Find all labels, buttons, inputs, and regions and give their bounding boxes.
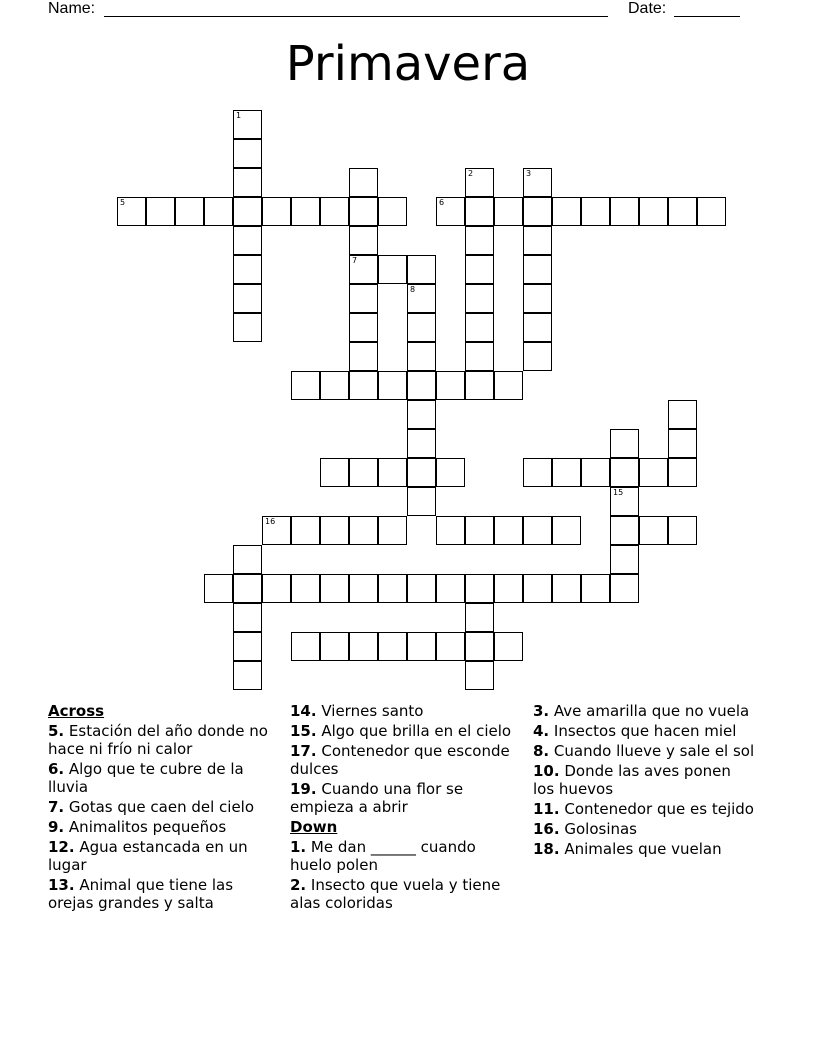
crossword-cell[interactable] [378, 458, 407, 487]
crossword-cell[interactable] [146, 197, 175, 226]
crossword-cell[interactable] [349, 226, 378, 255]
clue-across-7: 7. Gotas que caen del cielo [48, 798, 255, 816]
crossword-cell[interactable] [378, 574, 407, 603]
crossword-cell[interactable] [465, 226, 494, 255]
clue-down-3: 3. Ave amarilla que no vuela [533, 702, 750, 720]
crossword-cell[interactable] [378, 371, 407, 400]
crossword-cell[interactable] [436, 574, 465, 603]
clue-down-8: 8. Cuando llueve y sale el sol [533, 742, 755, 760]
crossword-cell[interactable] [494, 197, 523, 226]
crossword-cell[interactable] [523, 284, 552, 313]
crossword-cell[interactable] [233, 284, 262, 313]
crossword-cell[interactable] [523, 458, 552, 487]
crossword-cell[interactable] [407, 313, 436, 342]
crossword-cell[interactable] [233, 574, 262, 603]
crossword-cell[interactable] [436, 458, 465, 487]
crossword-cell[interactable] [436, 197, 465, 226]
crossword-cell[interactable] [407, 400, 436, 429]
crossword-cell[interactable] [291, 197, 320, 226]
crossword-cell[interactable] [668, 458, 697, 487]
crossword-cell[interactable] [407, 458, 436, 487]
crossword-cell[interactable] [639, 458, 668, 487]
crossword-cell[interactable] [262, 516, 291, 545]
crossword-cell[interactable] [465, 342, 494, 371]
clue-down-11: 11. Contenedor que es tejido [533, 800, 754, 818]
clue-number: 3 [526, 169, 532, 178]
clue-number: 5 [120, 198, 126, 207]
clues-column-2 [290, 700, 512, 912]
crossword-cell[interactable] [349, 284, 378, 313]
crossword-cell[interactable] [175, 197, 204, 226]
crossword-cell[interactable] [349, 458, 378, 487]
crossword-cell[interactable] [320, 632, 349, 661]
crossword-cell[interactable] [465, 197, 494, 226]
crossword-cell[interactable] [465, 284, 494, 313]
crossword-cell[interactable] [581, 574, 610, 603]
crossword-cell[interactable] [610, 197, 639, 226]
clue-down-16: 16. Golosinas [533, 820, 638, 838]
clue-down-10: 10. Donde las aves ponen los huevos [533, 762, 731, 798]
crossword-cell[interactable] [349, 168, 378, 197]
across-heading: Across [48, 702, 105, 720]
clue-across-15: 15. Algo que brilla en el cielo [290, 722, 512, 740]
crossword-cell[interactable] [552, 574, 581, 603]
crossword-cell[interactable] [523, 255, 552, 284]
crossword-cell[interactable] [581, 458, 610, 487]
down-heading: Down [290, 818, 338, 836]
crossword-cell[interactable] [465, 255, 494, 284]
crossword-cell[interactable] [523, 313, 552, 342]
crossword-cell[interactable] [349, 371, 378, 400]
clue-down-1: 1. Me dan ______ cuando huelo polen [290, 838, 476, 874]
crossword-cell[interactable] [610, 429, 639, 458]
page-title: Primavera [285, 36, 531, 92]
crossword-cell[interactable] [494, 516, 523, 545]
crossword-cell[interactable] [262, 574, 291, 603]
crossword-cell[interactable] [610, 458, 639, 487]
crossword-cell[interactable] [349, 574, 378, 603]
crossword-cell[interactable] [523, 516, 552, 545]
crossword-cell[interactable] [117, 197, 146, 226]
crossword-cell[interactable] [233, 661, 262, 690]
crossword-cell[interactable] [378, 516, 407, 545]
crossword-cell[interactable] [233, 603, 262, 632]
crossword-cell[interactable] [233, 197, 262, 226]
clue-down-4: 4. Insectos que hacen miel [533, 722, 737, 740]
crossword-cell[interactable] [291, 516, 320, 545]
clue-across-5: 5. Estación del año donde no hace ni frío ni calor [48, 722, 268, 758]
crossword-cell[interactable] [320, 458, 349, 487]
crossword-cell[interactable] [233, 313, 262, 342]
crossword-cell[interactable] [436, 632, 465, 661]
crossword-cell[interactable] [378, 255, 407, 284]
crossword-cell[interactable] [407, 632, 436, 661]
crossword-cell[interactable] [668, 197, 697, 226]
clue-number: 2 [468, 169, 474, 178]
crossword-cell[interactable] [204, 197, 233, 226]
clue-number: 7 [352, 256, 358, 265]
clue-down-18: 18. Animales que vuelan [533, 840, 722, 858]
crossword-cell[interactable] [407, 284, 436, 313]
clue-across-14: 14. Viernes santo [290, 702, 424, 720]
clue-number: 1 [236, 111, 242, 120]
crossword-cell[interactable] [320, 197, 349, 226]
crossword-cell[interactable] [523, 226, 552, 255]
crossword-cell[interactable] [581, 197, 610, 226]
clues-column-1 [48, 700, 270, 912]
crossword-cell[interactable] [523, 197, 552, 226]
crossword-cell[interactable] [639, 197, 668, 226]
crossword-cell[interactable] [465, 371, 494, 400]
crossword-cell[interactable] [639, 516, 668, 545]
crossword-cell[interactable] [233, 545, 262, 574]
crossword-cell[interactable] [233, 226, 262, 255]
clue-number: 15 [613, 488, 624, 497]
crossword-cell[interactable] [465, 574, 494, 603]
crossword-cell[interactable] [320, 516, 349, 545]
crossword-cell[interactable] [291, 632, 320, 661]
clue-across-9: 9. Animalitos pequeños [48, 818, 227, 836]
crossword-cell[interactable] [552, 197, 581, 226]
date-label: Date: [628, 0, 667, 17]
crossword-cell[interactable] [465, 313, 494, 342]
crossword-cell[interactable] [407, 429, 436, 458]
crossword-cell[interactable] [407, 255, 436, 284]
crossword-cell[interactable] [523, 342, 552, 371]
crossword-cell[interactable] [233, 139, 262, 168]
crossword-cell[interactable] [233, 110, 262, 139]
crossword-cell[interactable] [552, 516, 581, 545]
crossword-cell[interactable] [233, 632, 262, 661]
crossword-cell[interactable] [523, 574, 552, 603]
clue-number: 6 [439, 198, 445, 207]
crossword-cell[interactable] [291, 371, 320, 400]
crossword-cell[interactable] [349, 632, 378, 661]
clue-number: 8 [410, 285, 416, 294]
crossword-cell[interactable] [465, 661, 494, 690]
crossword-cell[interactable] [668, 516, 697, 545]
crossword-cell[interactable] [320, 574, 349, 603]
crossword-cell[interactable] [610, 545, 639, 574]
crossword-cell[interactable] [349, 197, 378, 226]
clue-down-2: 2. Insecto que vuela y tiene alas coloridas [290, 876, 501, 912]
crossword-cell[interactable] [494, 574, 523, 603]
clue-across-6: 6. Algo que te cubre de la lluvia [48, 760, 244, 796]
crossword-cell[interactable] [610, 516, 639, 545]
crossword-cell[interactable] [465, 603, 494, 632]
crossword-cell[interactable] [465, 632, 494, 661]
crossword-cell[interactable] [349, 342, 378, 371]
crossword-cell[interactable] [552, 458, 581, 487]
crossword-cell[interactable] [407, 371, 436, 400]
crossword-cell[interactable] [436, 516, 465, 545]
crossword-cell[interactable] [349, 313, 378, 342]
crossword-cell[interactable] [349, 255, 378, 284]
name-label: Name: [48, 0, 96, 17]
clue-across-19: 19. Cuando una flor se empieza a abrir [290, 780, 464, 816]
crossword-cell[interactable] [465, 516, 494, 545]
clue-number: 16 [265, 517, 276, 526]
crossword-cell[interactable] [465, 168, 494, 197]
clue-across-12: 12. Agua estancada en un lugar [48, 838, 248, 874]
crossword-cell[interactable] [610, 574, 639, 603]
crossword-cell[interactable] [204, 574, 233, 603]
crossword-cell[interactable] [668, 400, 697, 429]
clues-column-3 [533, 700, 755, 858]
clue-across-17: 17. Contenedor que esconde dulces [290, 742, 510, 778]
crossword-cell[interactable] [378, 632, 407, 661]
crossword-cell[interactable] [349, 516, 378, 545]
crossword-cell[interactable] [668, 429, 697, 458]
crossword-cell[interactable] [262, 197, 291, 226]
crossword-cell[interactable] [697, 197, 726, 226]
crossword-cell[interactable] [233, 168, 262, 197]
crossword-cell[interactable] [494, 371, 523, 400]
crossword-cell[interactable] [494, 632, 523, 661]
crossword-cell[interactable] [291, 574, 320, 603]
crossword-cell[interactable] [320, 371, 349, 400]
crossword-cell[interactable] [378, 197, 407, 226]
crossword-cell[interactable] [407, 487, 436, 516]
crossword-cell[interactable] [407, 342, 436, 371]
clue-across-13: 13. Animal que tiene las orejas grandes y salta [48, 876, 234, 912]
crossword-cell[interactable] [523, 168, 552, 197]
crossword-cell[interactable] [233, 255, 262, 284]
crossword-cell[interactable] [436, 371, 465, 400]
crossword-cell[interactable] [610, 487, 639, 516]
crossword-cell[interactable] [407, 574, 436, 603]
